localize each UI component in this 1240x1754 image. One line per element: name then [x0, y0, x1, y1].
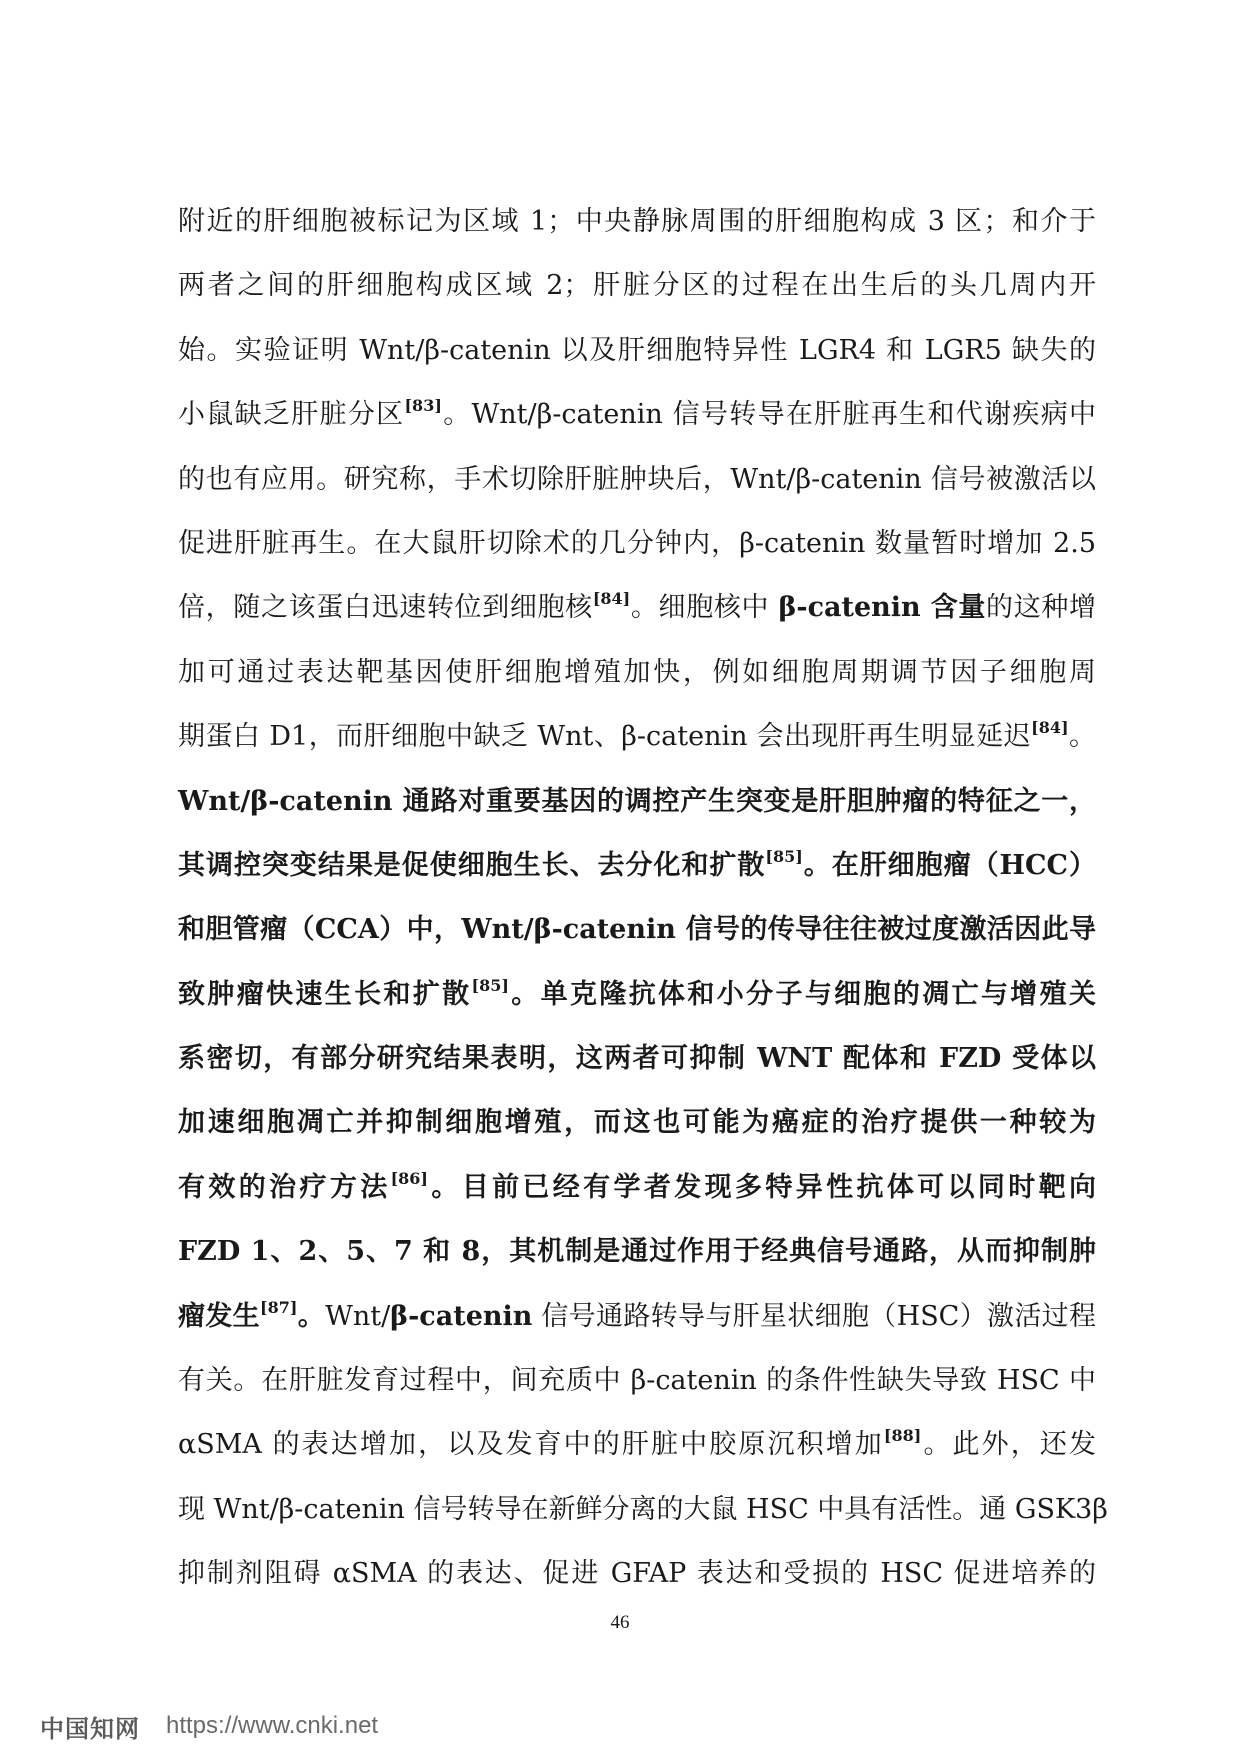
citation-marker: [88] — [883, 1426, 922, 1446]
text-line-bold: 和胆管瘤（CCA）中，Wnt/β-catenin 信号的传导往往被过度激活因此导 — [178, 914, 1096, 946]
text-line: 始。实验证明 Wnt/β-catenin 以及肝细胞特异性 LGR4 和 LGR5 缺失的 — [178, 334, 1096, 366]
citation-marker: [86] — [390, 1168, 428, 1188]
text-line: 的也有应用。研究称，手术切除肝脏肿块后，Wnt/β-catenin 信号被激活以 — [178, 463, 1096, 495]
text-line: 抑制剂阻碍 αSMA 的表达、促进 GFAP 表达和受损的 HSC 促进培养的 — [178, 1558, 1096, 1590]
citation-marker: [87] — [260, 1297, 298, 1317]
body-paragraph — [178, 190, 1108, 1607]
text-line-bold: 其调控突变结果是促使细胞生长、去分化和扩散[85]。在肝细胞瘤（HCC） — [178, 846, 1096, 881]
bold-phrase: β-catenin — [390, 1300, 533, 1332]
text-line: 促进肝脏再生。在大鼠肝切除术的几分钟内，β-catenin 数量暂时增加 2.5 — [178, 527, 1096, 559]
text-line-bold: 系密切，有部分研究结果表明，这两者可抑制 WNT 配体和 FZD 受体以 — [178, 1043, 1096, 1075]
text-line-bold: FZD 1、2、5、7 和 8，其机制是通过作用于经典信号通路，从而抑制肿 — [178, 1236, 1096, 1268]
text-line: 瘤发生[87]。Wnt/β-catenin 信号通路转导与肝星状细胞（HSC）激活过程 — [178, 1297, 1097, 1332]
citation-marker: [85] — [471, 975, 509, 995]
cnki-url-link[interactable]: https://www.cnki.net — [166, 1712, 379, 1739]
citation-marker: [85] — [765, 846, 803, 866]
citation-marker: [84] — [592, 589, 631, 609]
citation-marker: [83] — [404, 396, 442, 416]
text-line: 倍，随之该蛋白迅速转位到细胞核[84]。细胞核中 β-catenin 含量的这种增 — [178, 589, 1097, 624]
bold-phrase: β-catenin 含量 — [778, 592, 987, 624]
citation-marker: [84] — [1031, 718, 1069, 738]
text-line: 现 Wnt/β-catenin 信号转导在新鲜分离的大鼠 HSC 中具有活性。通 GSK3β — [178, 1493, 1108, 1525]
text-line: αSMA 的表达增加，以及发育中的肝脏中胶原沉积增加[88]。此外，还发 — [178, 1426, 1096, 1461]
text-line-bold: 有效的治疗方法[86]。目前已经有学者发现多特异性抗体可以同时靶向 — [178, 1168, 1097, 1203]
footer-watermark — [40, 1710, 378, 1742]
text-line-bold: Wnt/β-catenin 通路对重要基因的调控产生突变是肝胆肿瘤的特征之一， — [178, 785, 1096, 817]
page-number: 46 — [610, 1612, 630, 1633]
text-line-bold: 致肿瘤快速生长和扩散[85]。单克隆抗体和小分子与细胞的凋亡与增殖关 — [178, 975, 1096, 1010]
text-line: 期蛋白 D1，而肝细胞中缺乏 Wnt、β-catenin 会出现肝再生明显延迟[84]。 — [178, 718, 1097, 753]
text-line-bold: 加速细胞凋亡并抑制细胞增殖，而这也可能为癌症的治疗提供一种较为 — [178, 1107, 1096, 1139]
text-line: 两者之间的肝细胞构成区域 2；肝脏分区的过程在出生后的头几周内开 — [178, 270, 1096, 302]
text-line: 附近的肝细胞被标记为区域 1；中央静脉周围的肝细胞构成 3 区；和介于 — [178, 206, 1096, 237]
text-line: 小鼠缺乏肝脏分区[83]。Wnt/β-catenin 信号转导在肝脏再生和代谢疾病中 — [178, 396, 1097, 431]
text-line: 加可通过表达靶基因使肝细胞增殖加快，例如细胞周期调节因子细胞周 — [178, 656, 1096, 688]
cnki-logo: 中国知网 — [40, 1714, 140, 1743]
text-line: 有关。在肝脏发育过程中，间充质中 β-catenin 的条件性缺失导致 HSC 中 — [178, 1365, 1096, 1397]
